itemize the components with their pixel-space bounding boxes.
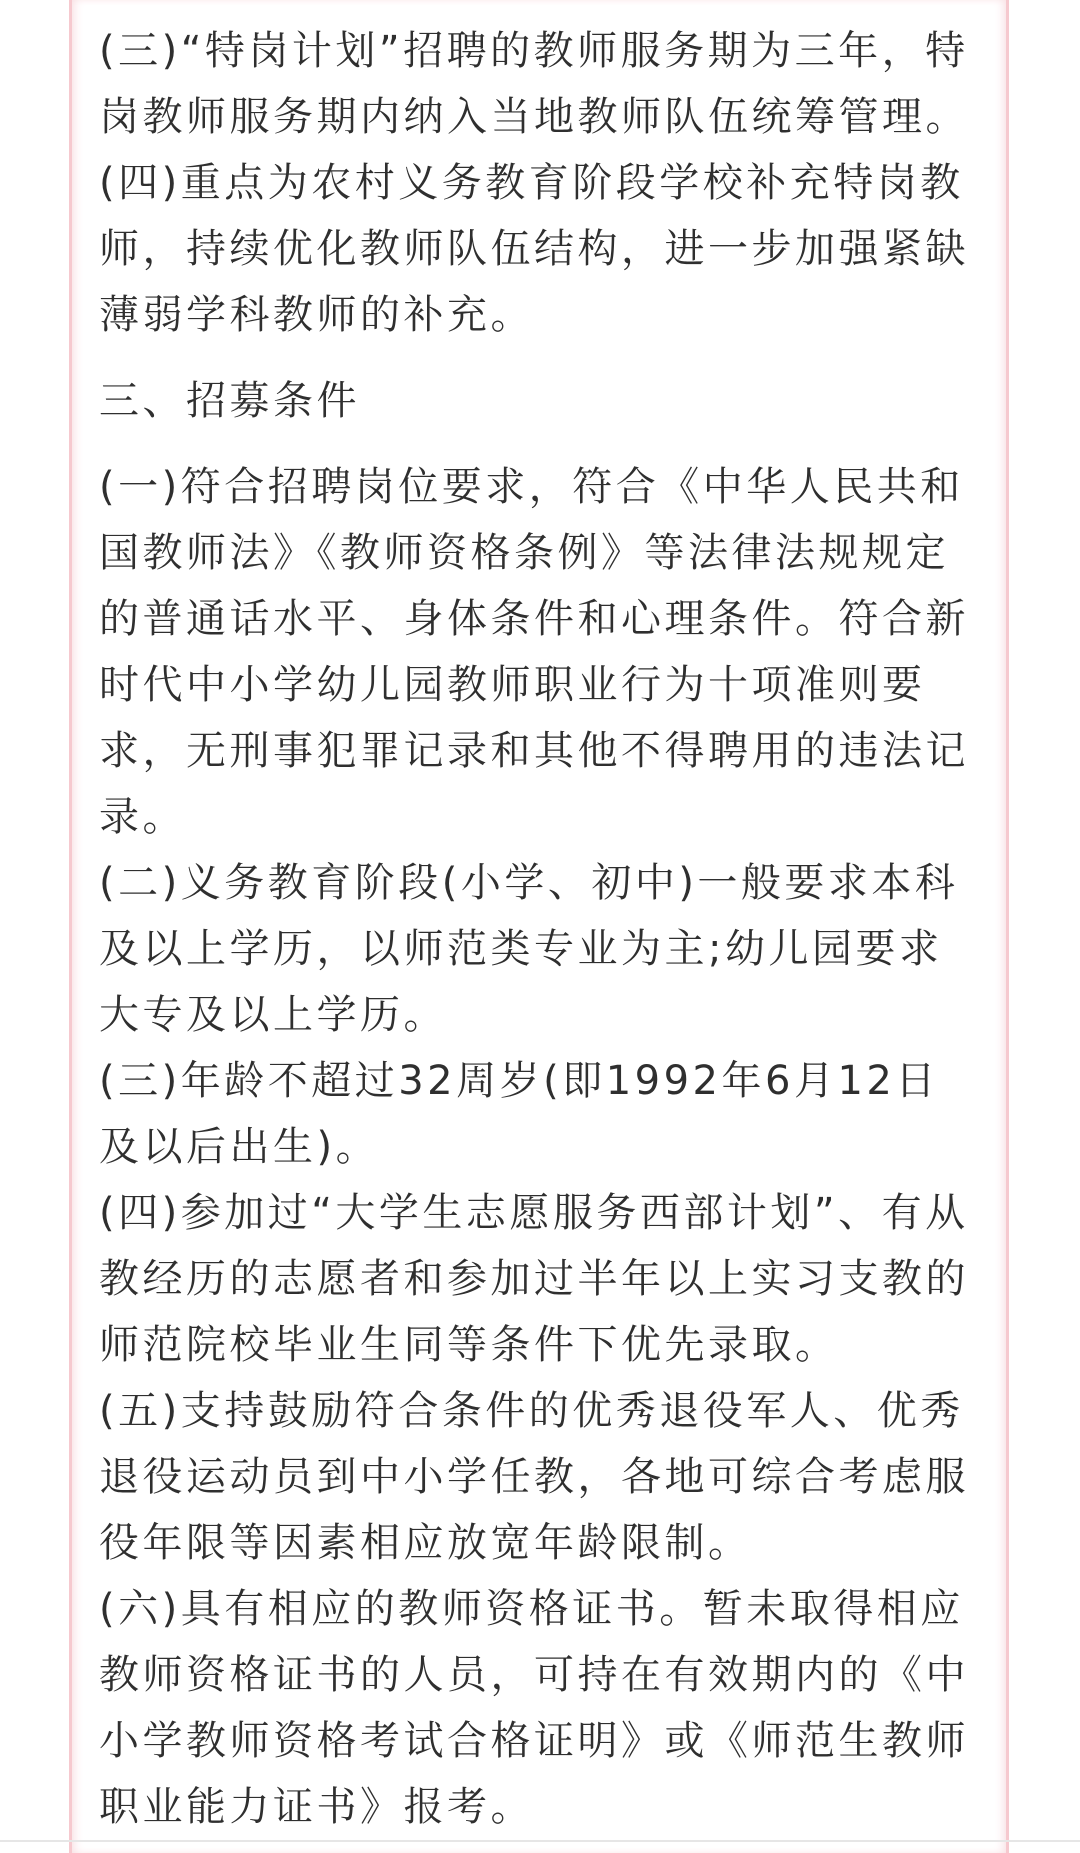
condition-6-certificate: (六)具有相应的教师资格证书。暂未取得相应教师资格证书的人员，可持在有效期内的《中小学教师资格考试合格证明》或《师范生教师职业能力证书》报考。 bbox=[99, 1586, 969, 1830]
article-content bbox=[99, 18, 981, 1840]
bottom-divider bbox=[0, 1840, 1080, 1842]
paragraph-service-period: (三)“特岗计划”招聘的教师服务期为三年，特岗教师服务期内纳入当地教师队伍统筹管理。 bbox=[99, 28, 969, 140]
condition-2-education: (二)义务教育阶段(小学、初中)一般要求本科及以上学历，以师范类专业为主;幼儿园要求大专及以上学历。 bbox=[99, 860, 959, 1038]
condition-3-age: (三)年龄不超过32周岁(即1992年6月12日及以后出生)。 bbox=[99, 1058, 939, 1170]
section-heading-recruitment-conditions: 三、招募条件 bbox=[99, 378, 360, 424]
condition-5-veterans: (五)支持鼓励符合条件的优秀退役军人、优秀退役运动员到中小学任教，各地可综合考虑服役年限等因素相应放宽年龄限制。 bbox=[99, 1388, 969, 1566]
condition-1-position-requirements: (一)符合招聘岗位要求，符合《中华人民共和国教师法》《教师资格条例》等法律法规规定的普通话水平、身体条件和心理条件。符合新时代中小学幼儿园教师职业行为十项准则要求，无刑事犯罪记录和其他不得聘用的违法记录。 bbox=[99, 464, 969, 840]
condition-4-priority: (四)参加过“大学生志愿服务西部计划”、有从教经历的志愿者和参加过半年以上实习支教的师范院校毕业生同等条件下优先录取。 bbox=[99, 1190, 969, 1368]
paragraph-rural-focus: (四)重点为农村义务教育阶段学校补充特岗教师，持续优化教师队伍结构，进一步加强紧缺薄弱学科教师的补充。 bbox=[99, 160, 969, 338]
